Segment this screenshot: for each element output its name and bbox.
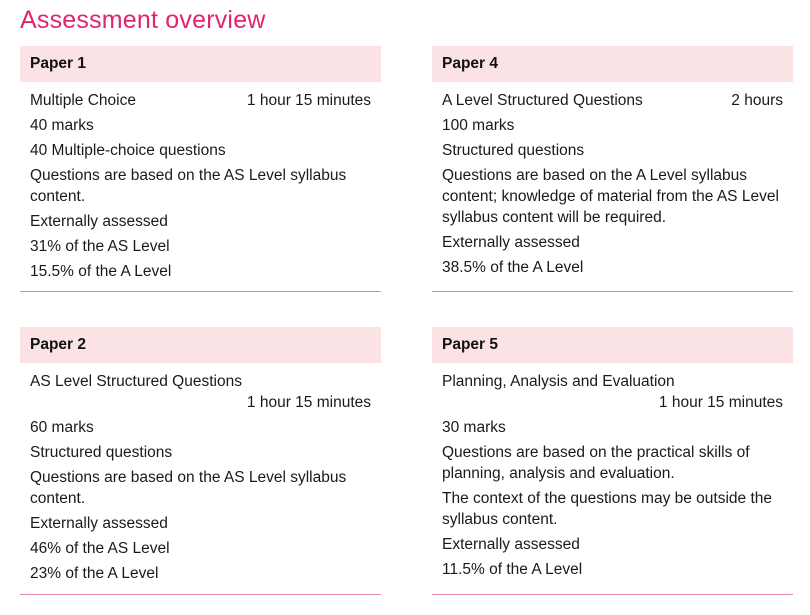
paper-duration: 1 hour 15 minutes bbox=[658, 394, 783, 411]
paper-content: Questions are based on the AS Level syllabus content. bbox=[30, 469, 347, 507]
paper-heading: Paper 4 bbox=[432, 46, 793, 82]
paper-format: 40 Multiple-choice questions bbox=[30, 142, 226, 159]
paper-marks: 40 marks bbox=[30, 117, 94, 134]
paper-weight-a: 38.5% of the A Level bbox=[442, 259, 584, 276]
paper-heading: Paper 5 bbox=[432, 327, 793, 363]
paper-weight-as: 46% of the AS Level bbox=[30, 540, 170, 557]
paper-weight-a: 15.5% of the A Level bbox=[30, 263, 172, 280]
paper-weight-a: 11.5% of the A Level bbox=[442, 561, 583, 578]
paper-name: Planning, Analysis and Evaluation bbox=[442, 373, 675, 390]
paper-content: Questions are based on the practical skills of planning, analysis and evaluation. bbox=[442, 444, 750, 482]
paper-heading: Paper 2 bbox=[20, 327, 381, 363]
paper-marks: 100 marks bbox=[442, 117, 515, 134]
paper-content: Questions are based on the AS Level syllabus content. bbox=[30, 167, 347, 205]
paper-name: Multiple Choice bbox=[30, 92, 136, 109]
paper-assessed: Externally assessed bbox=[442, 234, 580, 251]
paper-heading: Paper 1 bbox=[20, 46, 381, 82]
paper-duration: 1 hour 15 minutes bbox=[246, 92, 371, 109]
paper-name: A Level Structured Questions bbox=[442, 92, 643, 109]
paper-assessed: Externally assessed bbox=[30, 515, 168, 532]
paper-card-1 bbox=[20, 46, 381, 292]
paper-context: The context of the questions may be outside the syllabus content. bbox=[442, 490, 773, 528]
paper-assessed: Externally assessed bbox=[442, 536, 580, 553]
paper-duration: 2 hours bbox=[731, 92, 783, 109]
paper-duration: 1 hour 15 minutes bbox=[246, 394, 371, 411]
paper-assessed: Externally assessed bbox=[30, 213, 168, 230]
paper-marks: 60 marks bbox=[30, 419, 94, 436]
paper-content: Questions are based on the A Level syllabus content; knowledge of material from the AS Level syllabus content will be required. bbox=[442, 167, 779, 226]
paper-format: Structured questions bbox=[442, 142, 585, 159]
paper-card-2 bbox=[20, 327, 381, 595]
page-title: Assessment overview bbox=[20, 6, 266, 34]
paper-name: AS Level Structured Questions bbox=[30, 373, 242, 390]
paper-weight-a: 23% of the A Level bbox=[30, 565, 159, 582]
paper-card-4 bbox=[432, 46, 793, 292]
paper-format: Structured questions bbox=[30, 444, 173, 461]
paper-card-5 bbox=[432, 327, 793, 595]
paper-marks: 30 marks bbox=[442, 419, 506, 436]
paper-weight-as: 31% of the AS Level bbox=[30, 238, 170, 255]
